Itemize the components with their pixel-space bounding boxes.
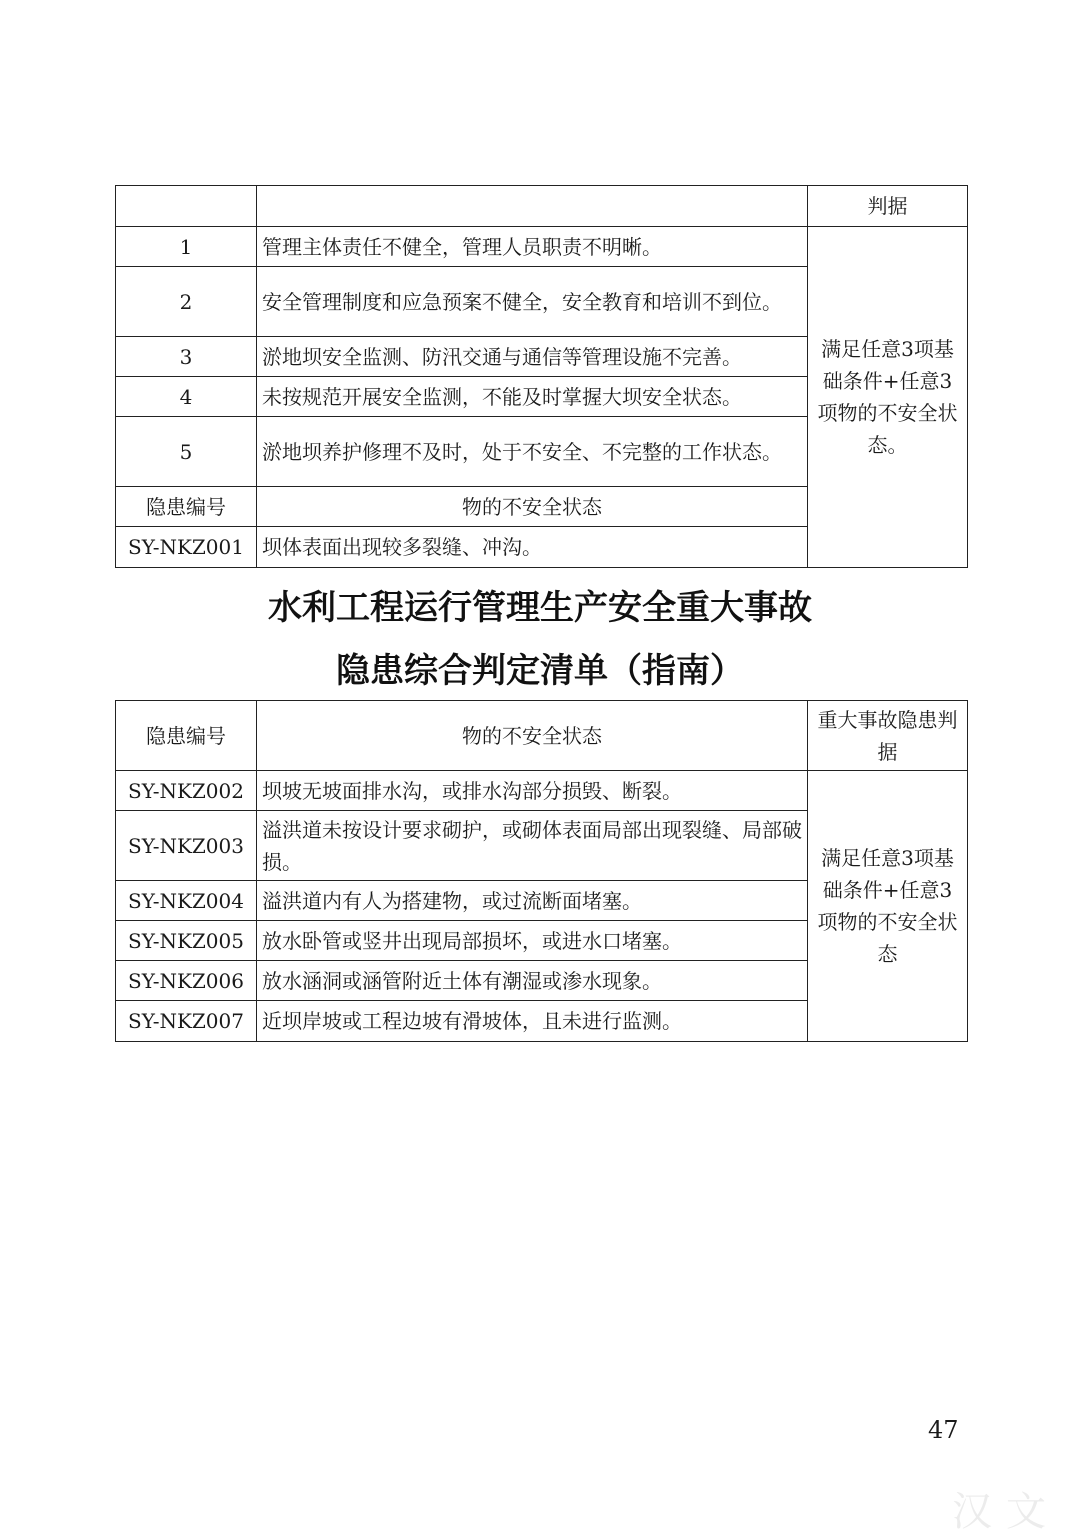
row-text: 坝坡无坡面排水沟，或排水沟部分损毁、断裂。 [257,771,808,811]
table-row [116,227,968,267]
header-cell-condition [257,186,808,227]
table-row [116,771,968,811]
row-id: SY-NKZ003 [116,811,257,881]
page-number: 47 [928,1416,959,1444]
row-id: 2 [116,267,257,337]
watermark: 汉文 [952,1489,1060,1535]
row-text: 淤地坝养护修理不及时，处于不安全、不完整的工作状态。 [257,417,808,487]
header-cell-id [116,186,257,227]
row-text: 管理主体责任不健全，管理人员职责不明晰。 [257,227,808,267]
row-text: 安全管理制度和应急预案不健全，安全教育和培训不到位。 [257,267,808,337]
row-text: 放水卧管或竖井出现局部损坏，或进水口堵塞。 [257,921,808,961]
page-title-line-2: 隐患综合判定清单（指南） [336,651,744,691]
row-text: 坝体表面出现较多裂缝、冲沟。 [257,527,808,568]
criterion-cell: 满足任意3项基础条件+任意3项物的不安全状态 [808,771,968,1042]
row-id: 3 [116,337,257,377]
table-header-row [116,186,968,227]
row-text: 近坝岸坡或工程边坡有滑坡体，且未进行监测。 [257,1001,808,1042]
row-text: 未按规范开展安全监测，不能及时掌握大坝安全状态。 [257,377,808,417]
subheader-cell-condition: 物的不安全状态 [257,487,808,527]
header-cell-condition: 物的不安全状态 [257,701,808,771]
row-id: 5 [116,417,257,487]
header-cell-criterion: 判据 [808,186,968,227]
row-text: 放水涵洞或涵管附近土体有潮湿或渗水现象。 [257,961,808,1001]
row-id: SY-NKZ005 [116,921,257,961]
row-id: SY-NKZ007 [116,1001,257,1042]
subheader-cell-id: 隐患编号 [116,487,257,527]
row-id: SY-NKZ006 [116,961,257,1001]
criteria-table [115,700,968,1042]
row-id: SY-NKZ002 [116,771,257,811]
table-header-row [116,701,968,771]
row-text: 溢洪道内有人为搭建物，或过流断面堵塞。 [257,881,808,921]
row-id: SY-NKZ001 [116,527,257,568]
header-cell-id: 隐患编号 [116,701,257,771]
row-text: 溢洪道未按设计要求砌护，或砌体表面局部出现裂缝、局部破损。 [257,811,808,881]
header-cell-criterion: 重大事故隐患判据 [808,701,968,771]
row-text: 淤地坝安全监测、防汛交通与通信等管理设施不完善。 [257,337,808,377]
row-id: 4 [116,377,257,417]
page-title-line-1: 水利工程运行管理生产安全重大事故 [268,588,812,628]
row-id: 1 [116,227,257,267]
row-id: SY-NKZ004 [116,881,257,921]
criterion-cell: 满足任意3项基础条件+任意3项物的不安全状态。 [808,227,968,568]
criteria-table-continued [115,185,968,568]
